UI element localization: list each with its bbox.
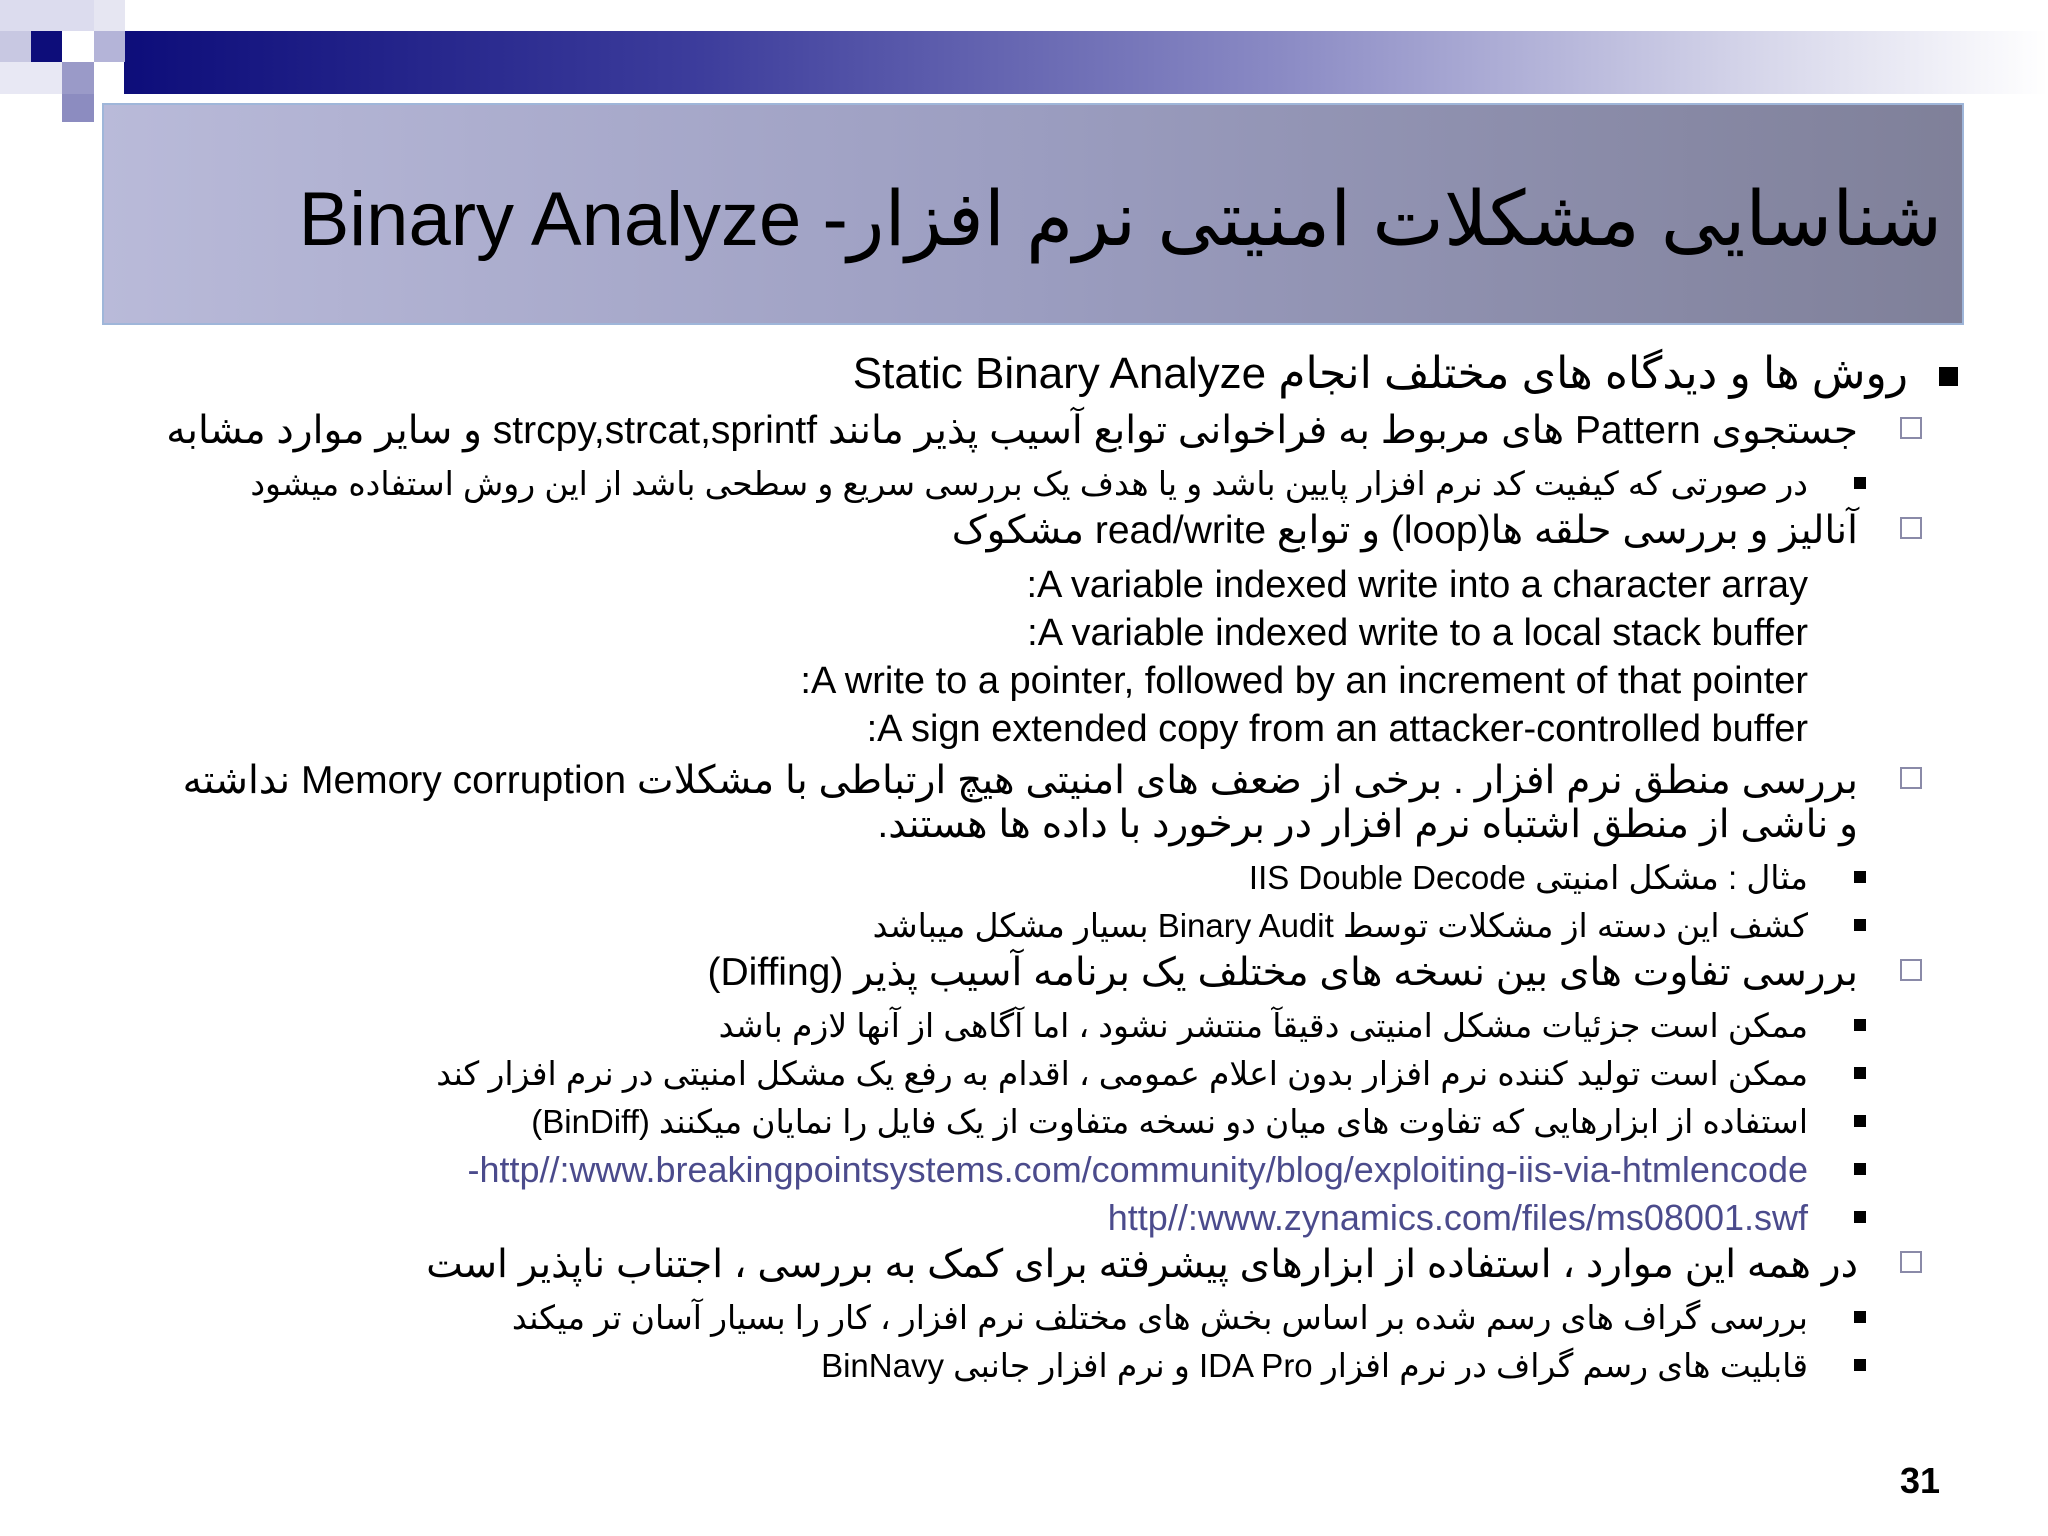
sub-item <box>160 855 1958 901</box>
sub-item-text: ممکن است جزئیات مشکل امنیتی دقیقآ منتشر نشود ، اما آگاهی از آنها لازم باشد <box>718 1007 1808 1044</box>
code-pattern-line: A sign extended copy from an attacker-controlled buffer: <box>866 708 1808 750</box>
sub-item <box>160 903 1958 949</box>
small-square-bullet-icon <box>1854 1115 1866 1127</box>
deco-square <box>31 31 62 62</box>
hollow-square-bullet-icon <box>1900 959 1922 981</box>
hollow-square-bullet-icon <box>1900 417 1922 439</box>
deco-square <box>94 0 125 31</box>
sub-item-text: مثال : مشکل امنیتی IIS Double Decode <box>1248 859 1808 896</box>
small-square-bullet-icon <box>1854 1019 1866 1031</box>
slide-content <box>160 345 1958 1391</box>
heading-item <box>160 345 1958 403</box>
sub-item <box>160 461 1958 507</box>
code-pattern-line: A variable indexed write to a local stack buffer: <box>1027 612 1808 654</box>
small-square-bullet-icon <box>1854 919 1866 931</box>
small-square-bullet-icon <box>1854 1311 1866 1323</box>
deco-square <box>0 0 94 31</box>
small-square-bullet-icon <box>1854 1211 1866 1223</box>
sub-item-text: در صورتی که کیفیت کد نرم افزار پایین باشد و یا هدف یک بررسی سریع و سطحی باشد از این روش استفاده میشود <box>250 465 1808 502</box>
heading-text: روش ها و دیدگاه های مختلف انجام Static Binary Analyze <box>852 349 1908 398</box>
section-text: بررسی منطق نرم افزار . برخی از ضعف های امنیتی هیچ ارتباطی با مشکلات Memory corruption نداشته و ناشی از منطق اشتباه نرم افزار در برخورد با داده ها هستند. <box>182 759 1858 846</box>
sub-item <box>160 1295 1958 1341</box>
section-item <box>160 509 1958 553</box>
section-item <box>160 951 1958 995</box>
section-item <box>160 1243 1958 1287</box>
section-text: جستجوی Pattern های مربوط به فراخوانی توابع آسیب پذیر مانند strcpy,strcat,sprintf و سایر موارد مشابه <box>166 409 1858 452</box>
sub-item <box>160 1003 1958 1049</box>
sub-item-text: ممکن است تولید کننده نرم افزار بدون اعلام عمومی ، اقدام به رفع یک مشکل امنیتی در نرم افزار کند <box>436 1055 1808 1092</box>
sub-item-link <box>160 1195 1958 1241</box>
deco-square <box>0 62 62 94</box>
code-pattern-line: A variable indexed write into a character array: <box>1026 564 1808 606</box>
deco-square <box>0 31 31 62</box>
section-text: در همه این موارد ، استفاده از ابزارهای پیشرفته برای کمک به بررسی ، اجتناب ناپذیر است <box>426 1243 1858 1286</box>
small-square-bullet-icon <box>1854 1359 1866 1371</box>
small-square-bullet-icon <box>1854 871 1866 883</box>
section-text: آنالیز و بررسی حلقه ها(loop) و توابع read/write مشکوک <box>951 509 1858 552</box>
square-bullet-icon <box>1939 367 1958 386</box>
sub-item <box>160 1051 1958 1097</box>
sub-item <box>160 1343 1958 1389</box>
hollow-square-bullet-icon <box>1900 517 1922 539</box>
deco-square <box>62 94 94 122</box>
slide-title: شناسایی مشکلات امنیتی نرم افزار- Binary Analyze <box>298 177 1942 262</box>
hollow-square-bullet-icon <box>1900 1251 1922 1273</box>
sub-item-text: قابلیت های رسم گراف در نرم افزار IDA Pro و نرم افزار جانبی BinNavy <box>821 1347 1808 1384</box>
sub-item <box>160 1099 1958 1145</box>
title-banner <box>102 103 1964 325</box>
page-number: 31 <box>1900 1460 1941 1501</box>
section-text: بررسی تفاوت های بین نسخه های مختلف یک برنامه آسیب پذیر (Diffing) <box>707 951 1858 994</box>
code-pattern-line: A write to a pointer, followed by an increment of that pointer: <box>800 660 1808 702</box>
header-gradient-bar <box>124 31 2048 94</box>
section-item <box>160 759 1958 847</box>
sub-item-text: استفاده از ابزارهایی که تفاوت های میان دو نسخه متفاوت از یک فایل را نمایان میکنند (BinDiff) <box>531 1103 1808 1140</box>
deco-square <box>94 31 125 62</box>
small-square-bullet-icon <box>1854 477 1866 489</box>
section-item <box>160 409 1958 453</box>
sub-item-text: بررسی گراف های رسم شده بر اساس بخش های مختلف نرم افزار ، کار را بسیار آسان تر میکند <box>511 1299 1808 1336</box>
reference-link[interactable]: http//:www.zynamics.com/files/ms08001.swf <box>1107 1197 1808 1238</box>
small-square-bullet-icon <box>1854 1163 1866 1175</box>
small-square-bullet-icon <box>1854 1067 1866 1079</box>
deco-square <box>62 62 94 94</box>
sub-item-text: کشف این دسته از مشکلات توسط Binary Audit بسیار مشکل میباشد <box>872 907 1808 944</box>
sub-item-link <box>160 1147 1958 1193</box>
reference-link[interactable]: http//:www.breakingpointsystems.com/community/blog/exploiting-iis-via-htmlencode- <box>467 1149 1808 1190</box>
hollow-square-bullet-icon <box>1900 767 1922 789</box>
